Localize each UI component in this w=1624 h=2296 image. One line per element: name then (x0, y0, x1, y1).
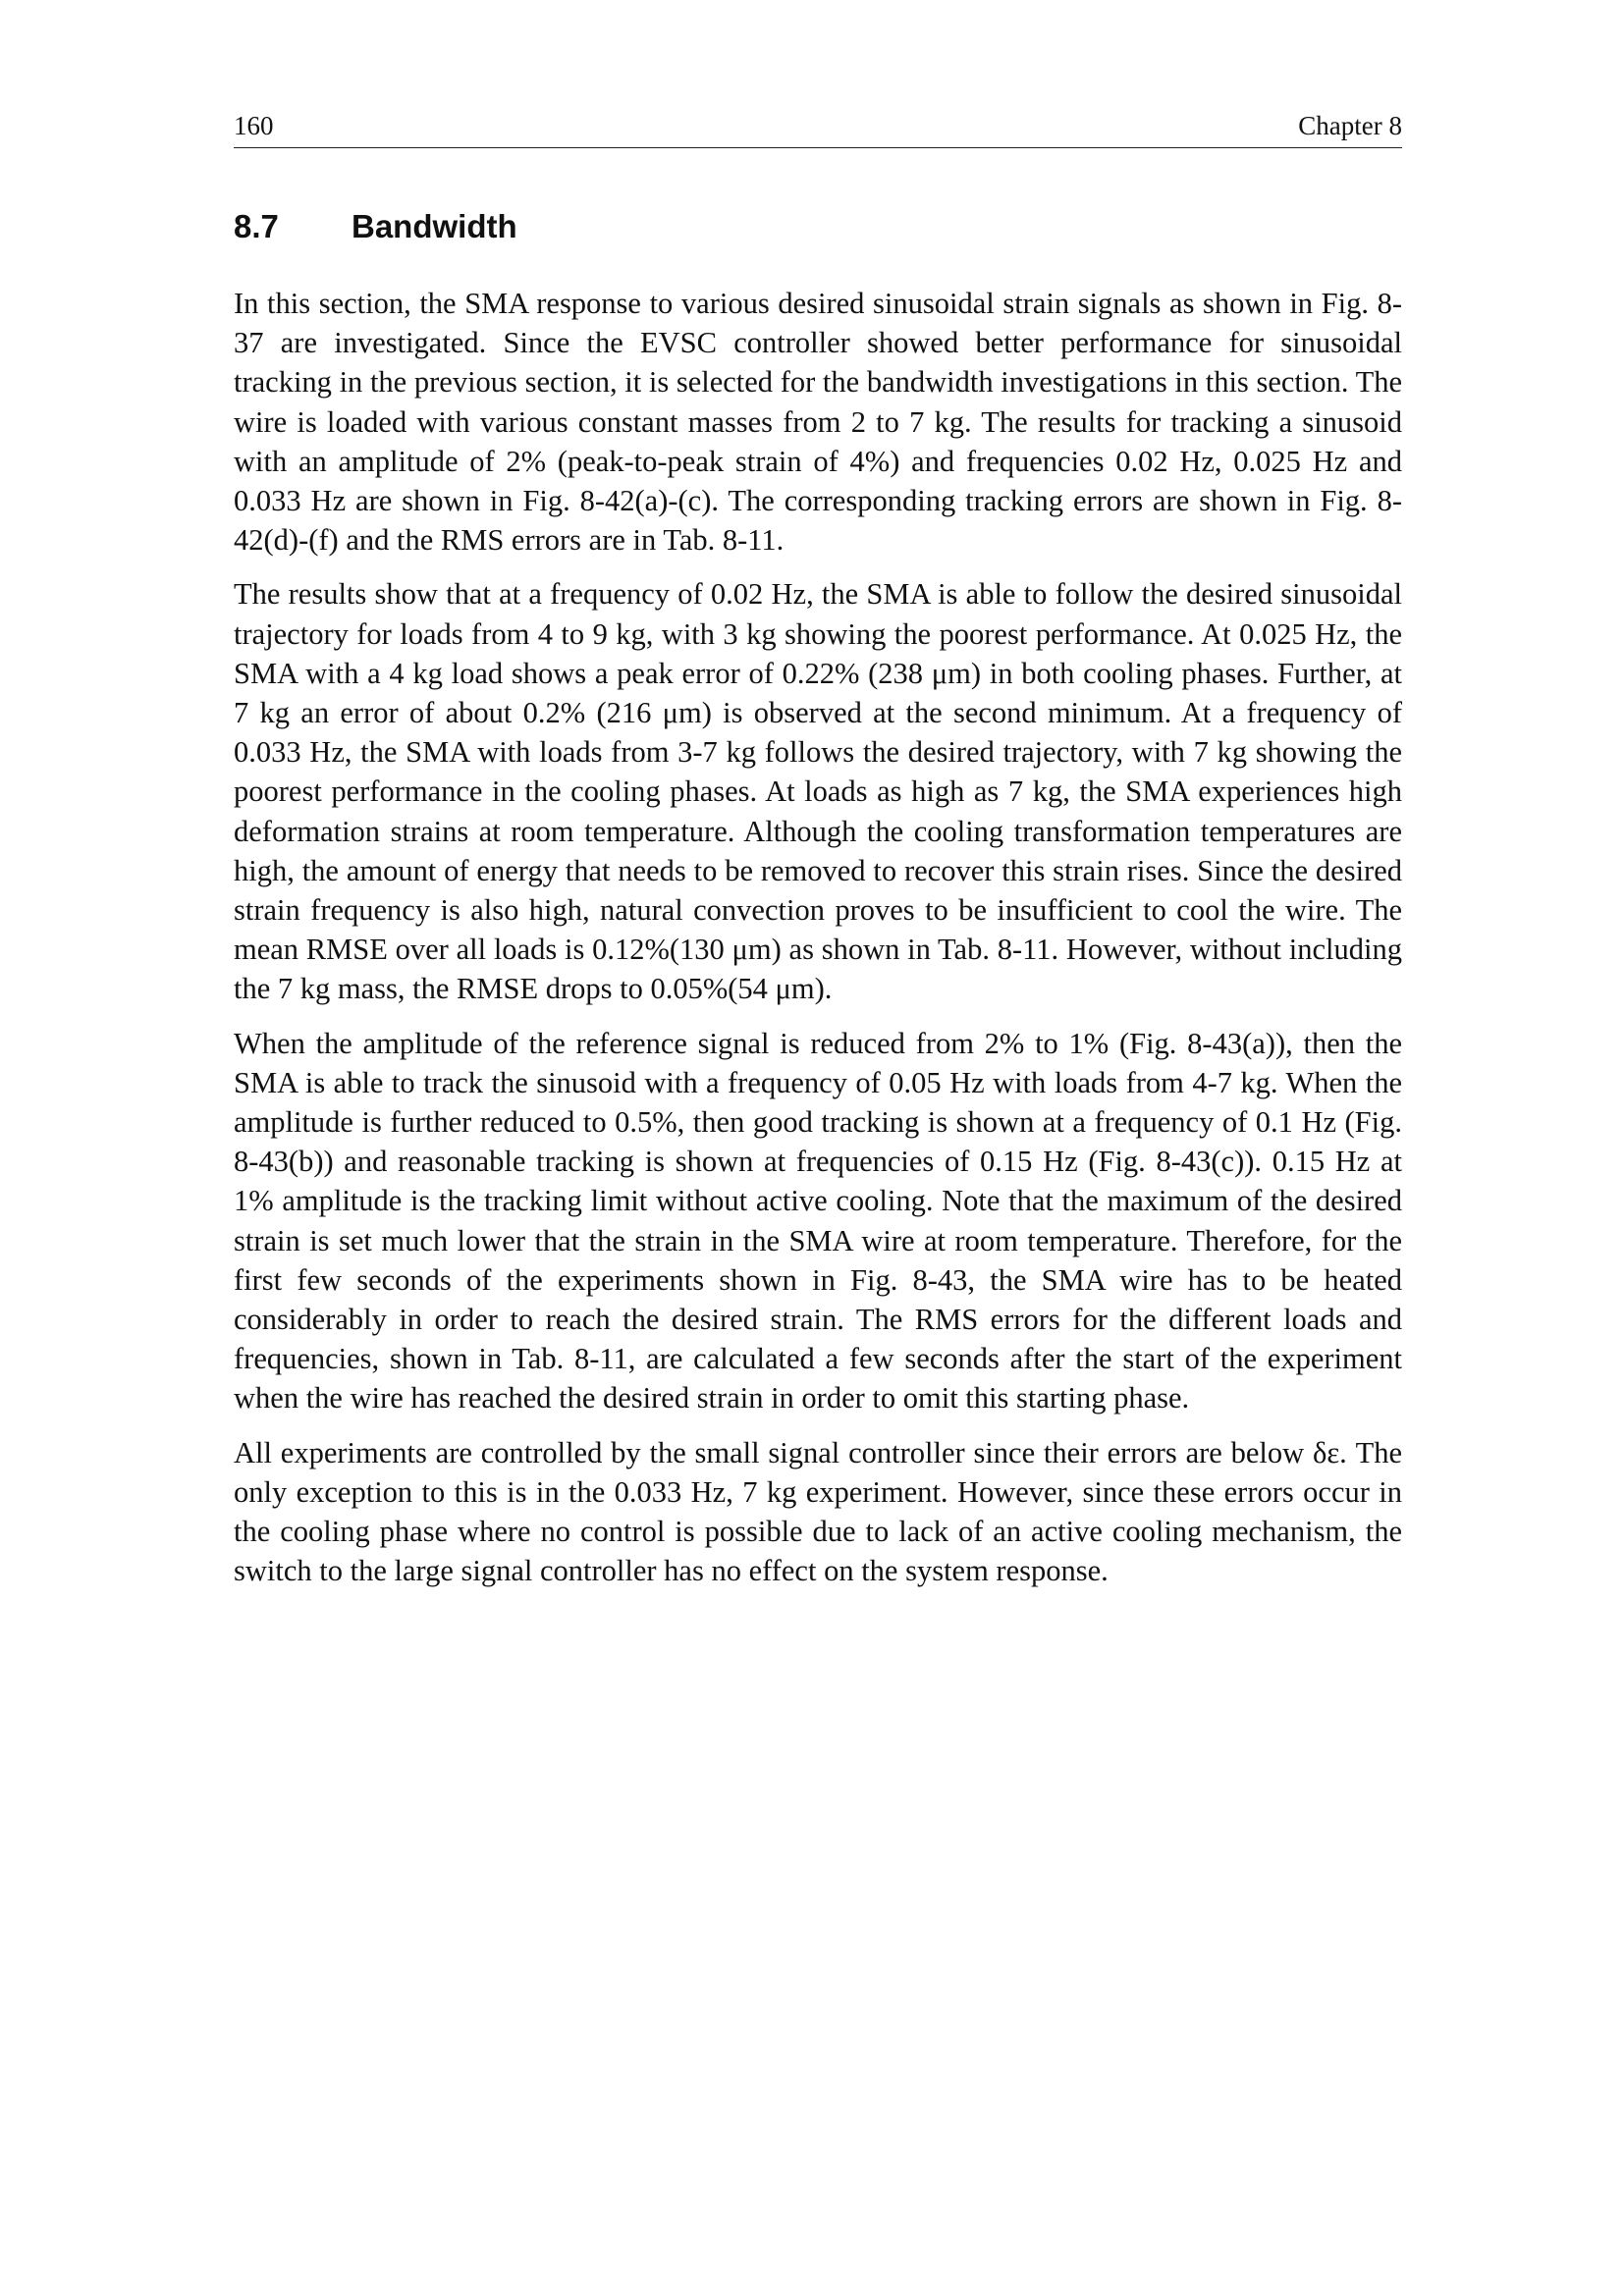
section-title: Bandwidth (352, 208, 517, 244)
section-heading (234, 207, 1402, 246)
paragraph-1: In this section, the SMA response to various desired sinusoidal strain signals as shown in Fig. 8-37 are investigated. Since the EVSC controller showed better performance for sinusoidal tracking in the previous section, it is selected for the bandwidth investigations in this section. The wire is loaded with various constant masses from 2 to 7 kg. The results for tracking a sinusoid with an amplitude of 2% (peak-to-peak strain of 4%) and frequencies 0.02 Hz, 0.025 Hz and 0.033 Hz are shown in Fig. 8-42(a)-(c). The corresponding tracking errors are shown in Fig. 8-42(d)-(f) and the RMS errors are in Tab. 8-11. (234, 287, 1402, 558)
chapter-label: Chapter 8 (1298, 111, 1402, 140)
running-header (234, 110, 1402, 148)
page-number: 160 (234, 111, 274, 140)
paragraph-3: When the amplitude of the reference signal is reduced from 2% to 1% (Fig. 8-43(a)), then the SMA is able to track the sinusoid with a frequency of 0.05 Hz with loads from 4-7 kg. When the amplitude is further reduced to 0.5%, then good tracking is shown at a frequency of 0.1 Hz (Fig. 8-43(b)) and reasonable tracking is shown at frequencies of 0.15 Hz (Fig. 8-43(c)). 0.15 Hz at 1% amplitude is the tracking limit without active cooling. Note that the maximum of the desired strain is set much lower that the strain in the SMA wire at room temperature. Therefore, for the first few seconds of the experiments shown in Fig. 8-43, the SMA wire has to be heated considerably in order to reach the desired strain. The RMS errors for the different loads and frequencies, shown in Tab. 8-11, are calculated a few seconds after the start of the experiment when the wire has reached the desired strain in order to omit this starting phase. (234, 1026, 1402, 1415)
paragraph-2: The results show that at a frequency of 0.02 Hz, the SMA is able to follow the desired sinusoidal trajectory for loads from 4 to 9 kg, with 3 kg showing the poorest performance. At 0.025 Hz, the SMA with a 4 kg load shows a peak error of 0.22% (238 μm) in both cooling phases. Further, at 7 kg an error of about 0.2% (216 μm) is observed at the second minimum. At a frequency of 0.033 Hz, the SMA with loads from 3-7 kg follows the desired trajectory, with 7 kg showing the poorest performance in the cooling phases. At loads as high as 7 kg, the SMA experiences high deformation strains at room temperature. Although the cooling transformation temperatures are high, the amount of energy that needs to be removed to recover this strain rises. Since the desired strain frequency is also high, natural convection proves to be insufficient to cool the wire. The mean RMSE over all loads is 0.12%(130 μm) as shown in Tab. 8-11. However, without including the 7 kg mass, the RMSE drops to 0.05%(54 μm). (234, 577, 1402, 1006)
document-page (234, 110, 1402, 1606)
paragraph-4: All experiments are controlled by the small signal controller since their errors are below δε. The only exception to this is in the 0.033 Hz, 7 kg experiment. However, since these errors occur in the cooling phase where no control is possible due to lack of an active cooling mechanism, the switch to the large signal controller has no effect on the system response. (234, 1435, 1402, 1588)
section-number: 8.7 (234, 208, 279, 244)
